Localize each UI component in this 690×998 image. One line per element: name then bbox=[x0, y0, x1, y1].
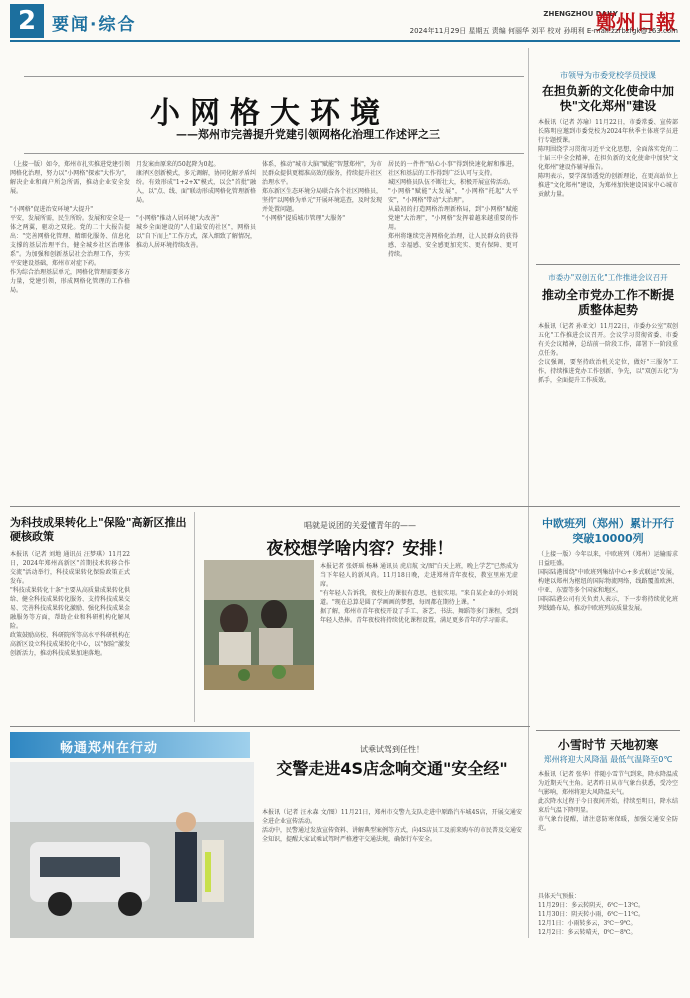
center-article-photo bbox=[204, 560, 314, 690]
right-column-divider bbox=[528, 48, 529, 938]
right-article-1-tag: 市领导为市委党校学员授课 bbox=[560, 71, 656, 80]
issue-meta: 2024年11月29日 星期五 责编 何丽华 刘平 校对 孙明利 E-mail:zzrbzfgk@163.com bbox=[409, 27, 678, 35]
main-title: 小网格大环境 bbox=[150, 96, 390, 131]
main-title-frame bbox=[24, 76, 524, 154]
traffic-photo bbox=[10, 762, 254, 938]
right-article-3-body: （上接一版）今年以来，中欧班列（郑州）运输需求日益旺盛。 国际陆港围绕"中欧班列集结中心+多式联运"发展，构建以郑州为枢纽的国际物流网络，线路覆盖欧洲、中亚、东盟等多个国家和地区。 国际陆港公司有关负责人表示，下一步将持续优化班列线路布局，推动中欧班列高质量发展。 bbox=[538, 551, 678, 612]
header-rule bbox=[10, 40, 680, 42]
bottom-article-tag: 试乘试驾到任性！ bbox=[360, 745, 424, 754]
center-article-tag: 唱就是说团的关爱懂青年的—— bbox=[304, 521, 416, 530]
divider bbox=[536, 264, 680, 265]
divider bbox=[10, 726, 530, 727]
traffic-police-photo bbox=[10, 762, 254, 938]
right-article-1-body: 本报讯（记者 苏瑜）11月22日，市委常委、宣传部长陈明应邀到市委党校为2024年秋季主体班学员进行专题授课。 陈明围绕学习贯彻习近平文化思想，全面落实党的二十届三中全会精神，在担负新的文化使命中加快"文化郑州"建设作辅导报告。 陈明表示，要学深悟透党的创新理论，在更高站位上推进"文化郑州"建设，为郑州加快建设国家中心城市贡献力量。 bbox=[538, 119, 678, 198]
right-article-4-title: 小雪时节 天地初寒 bbox=[557, 738, 659, 752]
bottom-banner-text: 畅通郑州在行动 bbox=[60, 741, 159, 756]
paper-english-name: ZHENGZHOU DAILY bbox=[543, 10, 618, 18]
center-article-body: 本报记者 张妍瑶 杨琳 通讯员 虎启航 文/图"白天上班，晚上学艺"已然成为当下年轻人的新风尚。11月18日晚，走进郑州青年夜校，教室里座无虚席。 "有年轻人告诉我，夜校上的课很有意思，也很实用。"来自某企业的小刘说道。"现在总算是圆了学画画的梦想，每周都在期待上课。" 据了解，郑州市青年夜校开设了手工、茶艺、书法、舞蹈等多门课程，受到年轻人热捧。青年夜校将持续优化课程设置，满足更多青年的学习需求。 bbox=[320, 563, 518, 624]
section-title: 要闻·综合 bbox=[52, 15, 137, 35]
bottom-article-body: 本报讯（记者 汪永森 文/图）11月21日，郑州市交警九支队走进中原路汽车城4S店，开展交通安全进企业宣传活动。 活动中，民警通过发放宣传资料、讲解典型案例等方式，向4S店员工及前来购车的市民普及交通安全知识，提醒大家试乘试驾时严格遵守交通法规，确保行车安全。 bbox=[262, 809, 522, 843]
right-article-3-title: 中欧班列（郑州）累计开行突破10000列 bbox=[542, 517, 674, 545]
left-article-body: 本报讯（记者 刘地 通讯员 汪梦琪）11月22日，2024年郑州高新区"首期技术转移合作交流"活动举行，科技成果转化保险政策正式发布。 "科技成果转化十条"主要从高质量成果转化供给、健全科技成果转化服务、支持科技成果交易、完善科技成果转化激励、强化科技成果金融服务等方面，帮助企业和科研机构化解风险。 政策鼓励高校、科研院所等高水平科研机构在高新区设立科技成果转化中心，以"保险"激发创新活力，推动科技成果加速落地。 bbox=[10, 551, 130, 657]
right-article-4-body: 本报讯（记者 张华）伴随小雪节气到来，降水降温成为近期天气主角。记者昨日从市气象台获悉，受冷空气影响，郑州将迎大风降温天气。 此次降水过程于今日夜间开始，持续至明日，降水结束后气温下降明显。 市气象台提醒，请注意防寒保暖，加强交通安全防范。 bbox=[538, 771, 678, 832]
right-article-2-tag: 市委办"双创五化"工作推进会议召开 bbox=[548, 273, 668, 282]
center-article-title: 夜校想学啥内容？安排！ bbox=[266, 539, 454, 559]
right-article-1-title: 在担负新的文化使命中加快"文化郑州"建设 bbox=[541, 84, 674, 113]
classroom-photo bbox=[204, 560, 314, 690]
divider bbox=[536, 730, 680, 731]
main-column-4: 居民的一件件"贴心小事"得到快速化解和推进，社区和基层的工作得到广泛认可与支持。 城区网格员队伍不断壮大，积极开展宣传活动。 "小网格"赋能"大发展"，"小网格"托起"大平安"，"小网格"带动"大治理"。 从最初的打造网格治理新格局，到"小网格"赋能党建"大治理"，"小网格"发挥着越来越重要的作用。 郑州将继续完善网格化治理，让人民群众的获得感、幸福感、安全感更加充实、更有保障、更可持续。 bbox=[388, 161, 518, 258]
divider bbox=[194, 512, 195, 722]
bottom-article-title: 交警走进4S店念响交通"安全经" bbox=[276, 759, 508, 778]
main-column-3: 体系，推动"城市大脑"赋能"智慧郑州"，为市民群众提供更精准高效的服务，持续提升社区治理水平。 郑东新区生态环境分局联合各个社区网格员，坚持"以网格为单元"开展环境巡查，及时发现并处置问题。 "小网格"提质城市管理"大服务" bbox=[262, 161, 382, 222]
divider bbox=[10, 506, 680, 507]
main-column-2: 月发案由原来的50起降为0起。 康泽区创新模式，多元调解，协同化解矛盾纠纷。有效形成"1+2+X"模式，以会"首批"融入，以"点、线、面"联动形成网格化管理新格局。 "小网格"推动人居环境"大改善" 城乡全面建设的"人们最安的社区"，网格员以"自下而上"工作方式，深入细致了解情况，推动人居环境持续改善。 bbox=[136, 161, 256, 249]
right-article-4-subtitle: 郑州将迎大风降温 最低气温降至0℃ bbox=[543, 755, 673, 764]
right-article-2-title: 推动全市党办工作不断提质整体起势 bbox=[541, 288, 674, 317]
paper-logo: 鄭州日報 bbox=[596, 10, 676, 34]
right-article-2-body: 本报讯（记者 孙亚文）11月22日，市委办公室"双创五化"工作推进会议召开。会议学习贯彻省委、市委有关会议精神，总结前一阶段工作，部署下一阶段重点任务。 会议强调，要坚持政治机关定位，做好"三服务"工作，持续推进党办工作创新、争先，以"双创五化"为抓手，全面提升工作质效。 bbox=[538, 323, 678, 384]
main-column-1: （上接一版）如今，郑州市扎实推进党建引领网格化治理，努力以"小网格"探索"大作为"，解决企业和商户所急所需，推动企业安全发展。 "小网格"促进治安环境"大提升" 平安，发展所需，民生所盼。发展和安全是一体之两翼，驱动之双轮。党的二十大报告提出："完善网格化管理、精细化服务、信息化支撑的基层治理平台，健全城乡社区治理体系"。为加强和创新基层社会治理工作，夯实平安建设基础，郑州市对症下药。 作为综合治理基层单元，网格化管理需要多方力量，党建引领，形成网格化管理的工作格局。 bbox=[10, 161, 130, 294]
left-article-title: 为科技成果转化上"保险"高新区推出硬核政策 bbox=[10, 516, 187, 543]
page-number: 2 bbox=[10, 4, 44, 38]
main-subtitle: ——郑州市完善提升党建引领网格化治理工作述评之三 bbox=[176, 128, 440, 141]
weather-forecast: 具体天气预报： 11月29日：多云转阴天，6℃～13℃。 11月30日：阴天转小雨，6℃～11℃。 12月1日：小雨转多云，3℃～9℃。 12月2日：多云转晴天，0℃～8℃。 bbox=[538, 893, 645, 936]
